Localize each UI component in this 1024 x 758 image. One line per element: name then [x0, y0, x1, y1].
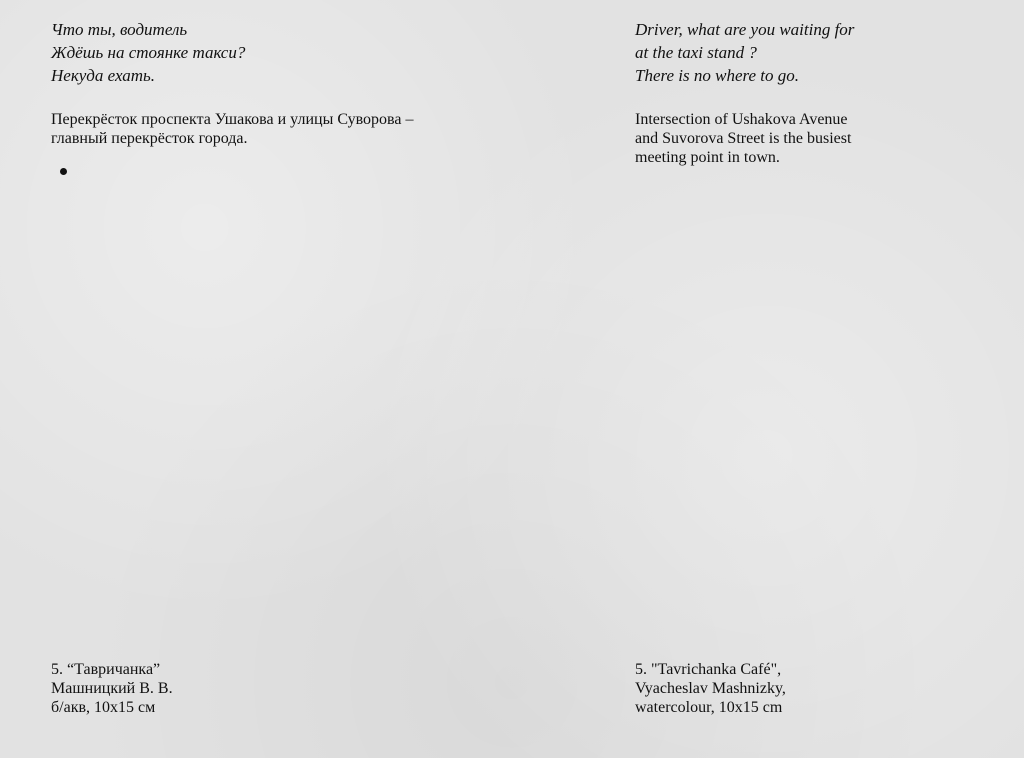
english-description-line-1: Intersection of Ushakova Avenue	[635, 111, 848, 128]
russian-description-line-1: Перекрёсток проспекта Ушакова и улицы Суворова –	[51, 111, 414, 128]
russian-caption-title: 5. “Тавричанка”	[51, 661, 161, 678]
english-poem-line-2: at the taxi stand ?	[635, 43, 757, 62]
english-caption-artist: Vyacheslav Mashnizky,	[635, 680, 786, 697]
english-description	[635, 110, 935, 167]
russian-description-line-2: главный перекрёсток города.	[51, 130, 248, 147]
english-caption-medium: watercolour, 10x15 cm	[635, 699, 783, 716]
english-caption-title: 5. "Tavrichanka Café",	[635, 661, 782, 678]
english-poem-line-1: Driver, what are you waiting for	[635, 20, 855, 39]
russian-poem	[51, 18, 245, 87]
english-description-line-3: meeting point in town.	[635, 149, 780, 166]
bullet-dot	[60, 168, 67, 175]
english-caption	[635, 660, 786, 717]
russian-poem-line-1: Что ты, водитель	[51, 20, 188, 39]
russian-poem-line-2: Ждёшь на стоянке такси?	[51, 43, 246, 62]
english-description-line-2: and Suvorova Street is the busiest	[635, 130, 852, 147]
russian-caption	[51, 660, 173, 717]
russian-poem-line-3: Некуда ехать.	[51, 66, 156, 85]
russian-caption-medium: б/акв, 10x15 см	[51, 699, 156, 716]
english-poem-line-3: There is no where to go.	[635, 66, 800, 85]
russian-description	[51, 110, 521, 148]
russian-caption-artist: Машницкий В. В.	[51, 680, 173, 697]
english-poem	[635, 18, 854, 87]
